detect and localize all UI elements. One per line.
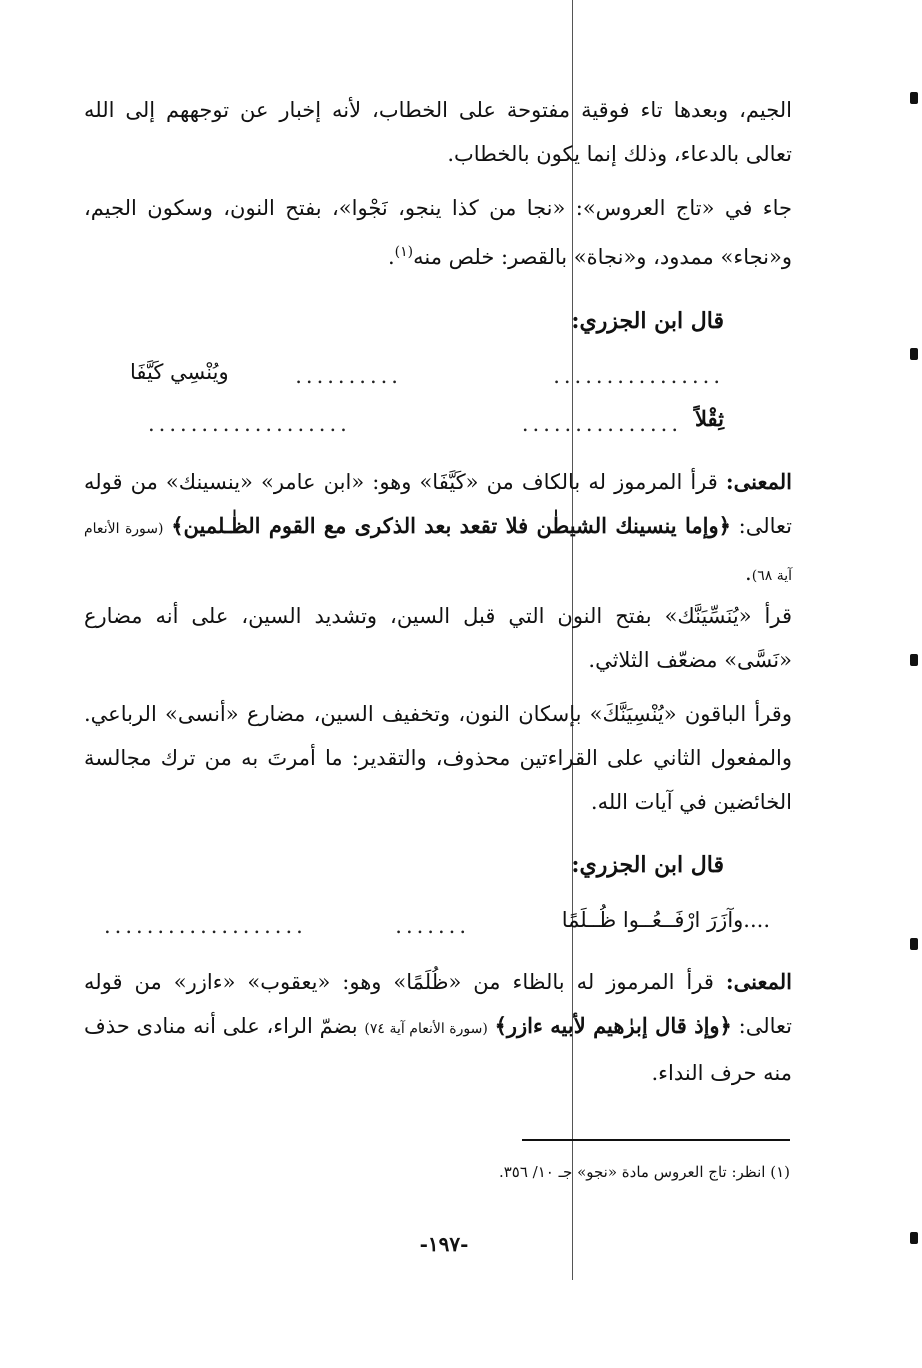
- paragraph-6-text: قرأ المرموز له بالظاء من «ظُلَمًا» وهو: «يعقوب» «ءازر» من قوله تعالى:: [84, 970, 792, 1038]
- edge-mark: [910, 348, 918, 360]
- heading-ibn-al-jazari-2: قال ابن الجزري:: [571, 852, 724, 878]
- footnote-reference[interactable]: (١): [394, 244, 414, 260]
- surah-citation: (سورة الأنعام آية ٦٨): [84, 521, 792, 584]
- paragraph-1-text: الجيم، وبعدها تاء فوقية مفتوحة على الخطاب، لأنه إخبار عن توجههم إلى الله تعالى بالدعاء، وذلك إنما يكون بالخطاب.: [84, 98, 792, 166]
- meaning-label: المعنى:: [725, 469, 792, 494]
- paragraph-4-text: قرأ «يُنَسِّيَنَّك» بفتح النون التي قبل السين، وتشديد السين، على أنه مضارع «نَسَّى» مضعّف الثلاثي.: [84, 604, 792, 672]
- paragraph-4: [84, 594, 792, 682]
- heading-ibn-al-jazari-1: قال ابن الجزري:: [571, 308, 724, 334]
- paragraph-5-text: وقرأ الباقون «يُنْسِيَنَّكَ» بإسكان النون، وتخفيف السين، مضارع «أنسى» الرباعي. والمفعول الثاني على القراءتين محذوف، والتقدير: ما أمرتَ به من ترك مجالسة الخائضين في آيات الله.: [84, 702, 792, 814]
- edge-mark: [910, 92, 918, 104]
- edge-mark: [910, 938, 918, 950]
- page-number: -١٩٧-: [419, 1232, 469, 1256]
- paragraph-3-text: قرأ المرموز له بالكاف من «كَيَّفَا» وهو: «ابن عامر» «ينسينك» من قوله تعالى:: [84, 470, 792, 538]
- verse-dots: .......: [395, 914, 470, 938]
- paragraph-6: [84, 960, 792, 1095]
- meaning-label: المعنى:: [725, 969, 792, 994]
- paragraph-2-text: جاء في «تاج العروس»: «نجا من كذا ينجو، نَجْوا»، بفتح النون، وسكون الجيم، و«نجاء» ممدود، و«نجاة» بالقصر: خلص منه: [84, 196, 792, 269]
- surah-citation: (سورة الأنعام آية ٧٤): [364, 1021, 488, 1037]
- verse-line-3-text: [562, 908, 770, 932]
- footnote: (١) انظر: تاج العروس مادة «نجو» جـ ١٠/ ٣٥٦.: [498, 1163, 790, 1181]
- verse-line-3-dots-b: [104, 914, 307, 938]
- paragraph-5: [84, 692, 792, 824]
- edge-mark: [910, 1232, 918, 1244]
- paragraph-2-end: .: [387, 245, 395, 269]
- paragraph-1: [84, 88, 792, 176]
- quran-quote: ﴿وإما ينسينك الشيطٰن فلا تقعد بعد الذكرى مع القوم الظٰـلمين﴾: [171, 513, 731, 538]
- edge-mark: [910, 654, 918, 666]
- paragraph-3-end: .: [745, 561, 752, 585]
- verse-text: ثِقْلاً: [695, 406, 724, 431]
- verse-line-3-dots-a: [395, 914, 470, 938]
- verse-text: ويُنْسِي كَيَّفَا: [130, 360, 229, 384]
- verse-dots: ................: [553, 364, 724, 388]
- verse-line-2-dots-b: [148, 412, 351, 436]
- verse-line-2-dots-a: [522, 412, 682, 436]
- verse-line-1-text: [130, 360, 229, 384]
- paragraph-2: [84, 186, 792, 279]
- verse-line-2-text: [695, 406, 724, 431]
- paragraph-6-text-end: بضمّ الراء، على أنه منادى حذف منه حرف النداء.: [84, 1014, 792, 1085]
- verse-text: ....وآزَرَ ارْفَــعُــوا ظُــلَمًا: [561, 908, 770, 932]
- verse-line-1-mid: [295, 364, 402, 388]
- verse-dots: ..........: [295, 364, 402, 388]
- verse-dots: ...................: [104, 914, 307, 938]
- paragraph-3: [84, 460, 792, 598]
- quran-quote: ﴿وإذ قال إبرٰهيم لأبيه ءازر﴾: [494, 1013, 732, 1038]
- verse-dots: ...................: [148, 412, 351, 436]
- verse-line-1-right: [553, 364, 724, 388]
- footnote-divider: [522, 1139, 790, 1141]
- verse-dots: ...............: [521, 412, 682, 436]
